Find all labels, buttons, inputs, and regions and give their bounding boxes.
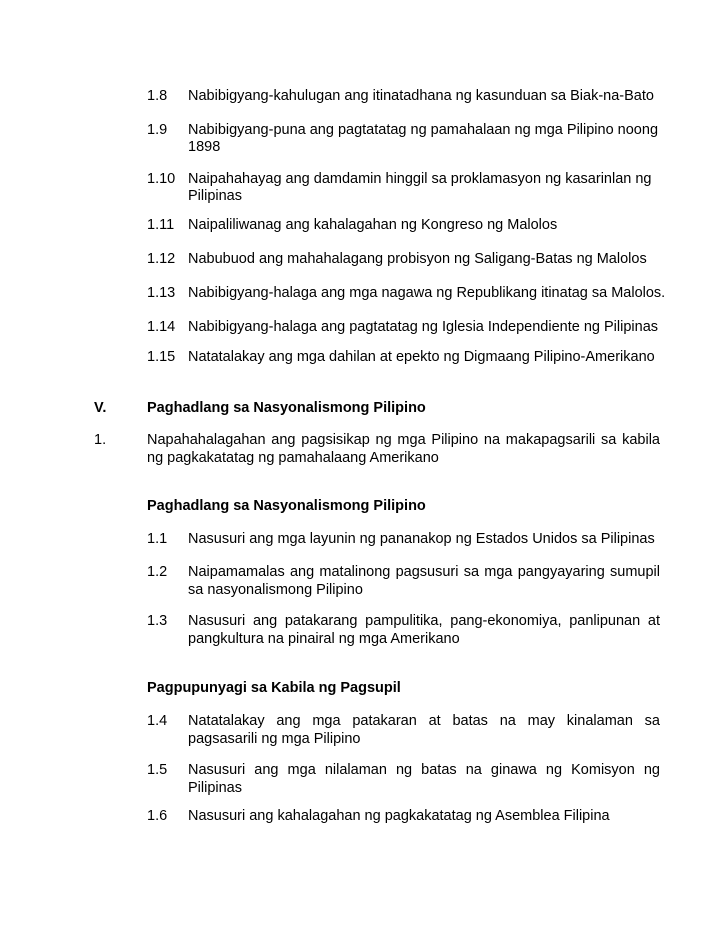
item-text: Naipamamalas ang matalinong pagsusuri sa mga pangyayaring sumupil sa nasyonalismong Pilipino <box>188 564 660 598</box>
item-number: 1.8 <box>147 88 168 104</box>
item-text-continuation: 1898 <box>188 139 221 155</box>
item-number: 1.4 <box>147 713 168 729</box>
item-number: 1.10 <box>147 171 176 187</box>
item-text: Nabubuod ang mahahalagang probisyon ng Saligang-Batas ng Malolos <box>188 251 647 267</box>
item-number: 1.12 <box>147 251 176 267</box>
item-text-continuation: Pilipinas <box>188 188 242 204</box>
item-text: Nasusuri ang patakarang pampulitika, pang-ekonomiya, panlipunan at pangkultura na pinairal ng mga Amerikano <box>188 613 660 647</box>
item-number: 1.2 <box>147 564 168 580</box>
item-text: Nabibigyang-halaga ang mga nagawa ng Republikang itinatag sa Malolos. <box>188 285 666 301</box>
section-number: V. <box>94 400 107 416</box>
item-text: Nasusuri ang mga layunin ng pananakop ng Estados Unidos sa Pilipinas <box>188 531 655 547</box>
item-text: Naipahahayag ang damdamin hinggil sa proklamasyon ng kasarinlan ng <box>188 171 652 187</box>
item-text: Natatalakay ang mga dahilan at epekto ng Digmaang Pilipino-Amerikano <box>188 349 655 365</box>
item-text: Nasusuri ang mga nilalaman ng batas na ginawa ng Komisyon ng Pilipinas <box>188 762 660 796</box>
item-text: Natatalakay ang mga patakaran at batas na may kinalaman sa pagsasarili ng mga Pilipino <box>188 713 660 747</box>
item-number: 1.6 <box>147 808 168 824</box>
subsection-title: Pagpupunyagi sa Kabila ng Pagsupil <box>147 680 401 696</box>
item-text: Nabibigyang-kahulugan ang itinatadhana ng kasunduan sa Biak-na-Bato <box>188 88 654 104</box>
item-text: Naipaliliwanag ang kahalagahan ng Kongreso ng Malolos <box>188 217 558 233</box>
item-number: 1.9 <box>147 122 168 138</box>
item-text: Nabibigyang-halaga ang pagtatatag ng Iglesia Independiente ng Pilipinas <box>188 319 659 335</box>
item-number: 1.11 <box>147 217 175 233</box>
item-number: 1.14 <box>147 319 176 335</box>
item-number: 1.3 <box>147 613 168 629</box>
subsection-title: Paghadlang sa Nasyonalismong Pilipino <box>147 498 426 514</box>
objective-text: Napahahalagahan ang pagsisikap ng mga Pilipino na makapagsarili sa kabila ng pagkakatatag ng pamahalaang Amerikano <box>147 432 660 466</box>
item-text: Nabibigyang-puna ang pagtatatag ng pamahalaan ng mga Pilipino noong <box>188 122 659 138</box>
item-text: Nasusuri ang kahalagahan ng pagkakatatag ng Asemblea Filipina <box>188 808 610 824</box>
item-number: 1.15 <box>147 349 176 365</box>
item-number: 1.5 <box>147 762 168 778</box>
objective-number: 1. <box>94 432 107 448</box>
section-title: Paghadlang sa Nasyonalismong Pilipino <box>147 400 426 416</box>
item-number: 1.1 <box>147 531 168 547</box>
item-number: 1.13 <box>147 285 176 301</box>
